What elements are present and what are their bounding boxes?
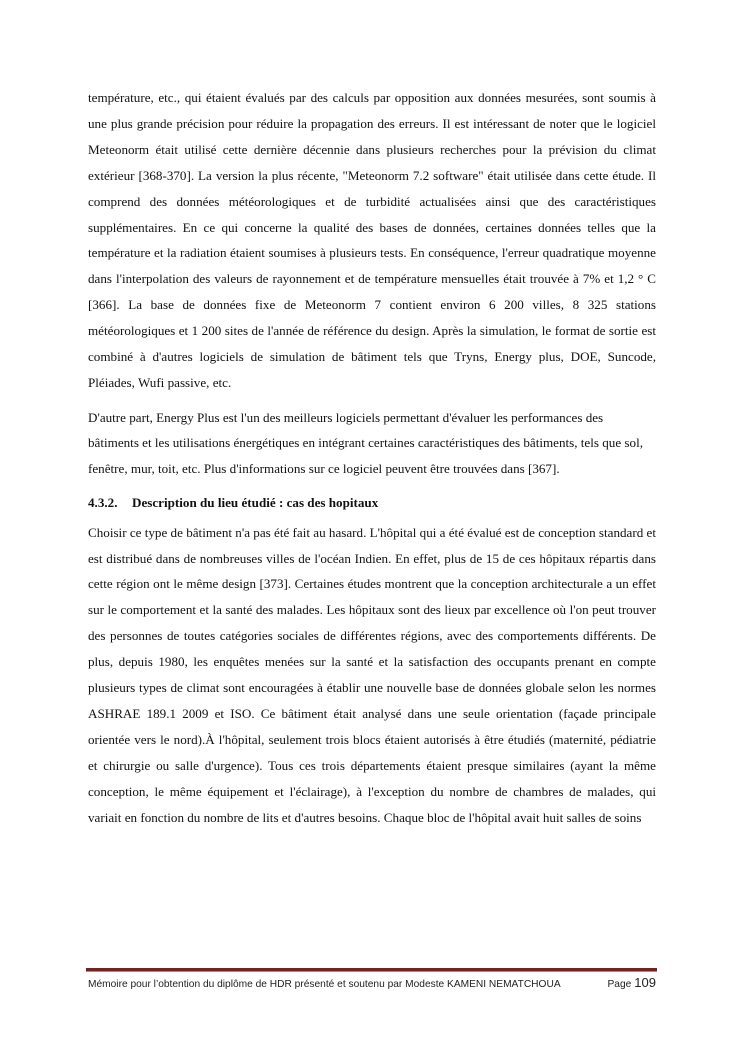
- paragraph-energy-plus: D'autre part, Energy Plus est l'un des meilleurs logiciels permettant d'évaluer les performances des bâtiments et les utilisations énergétiques en intégrant certaines caractéristiques des bâtiments, tels que sol, fenêtre, mur, toit, etc. Plus d'informations sur ce logiciel peuvent être trouvées dans [367].: [88, 409, 643, 477]
- footer-rule: [86, 968, 657, 972]
- page-label: Page: [607, 979, 632, 990]
- section-title: Description du lieu étudié : cas des hopitaux: [132, 494, 379, 510]
- footer-text: Mémoire pour l’obtention du diplôme de HDR présenté et soutenu par Modeste KAMENI NEMATCHOUA: [88, 979, 561, 990]
- paragraph-meteonorm: température, etc., qui étaient évalués par des calculs par opposition aux données mesurées, sont soumis à une plus grande précision pour réduire la propagation des erreurs. Il est intéressant de noter que le logiciel Meteonorm était utilisé cette dernière décennie dans plusieurs recherches pour la prévision du climat extérieur [368-370]. La version la plus récente, "Meteonorm 7.2 software" était utilisée dans cette étude. Il comprend des données météorologiques et de turbidité actualisées ainsi que des caractéristiques supplémentaires. En ce qui concerne la qualité des bases de données, certaines données telles que la température et la radiation étaient soumises à plusieurs tests. En conséquence, l'erreur quadratique moyenne dans l'interpolation des valeurs de rayonnement et de température mensuelles était trouvée à 7% et 1,2 ° C [366]. La base de données fixe de Meteonorm 7 contient environ 6 200 villes, 8 325 stations météorologiques et 1 200 sites de l'année de référence du design. Après la simulation, le format de sortie est combiné à d'autres logiciels de simulation de bâtiment tels que Tryns, Energy plus, DOE, Suncode, Pléiades, Wufi passive, etc.: [88, 90, 656, 390]
- page-body: [88, 85, 656, 831]
- section-heading: [88, 490, 656, 516]
- page-indicator: [608, 975, 657, 990]
- section-number: 4.3.2.: [88, 494, 118, 510]
- page-footer: [88, 975, 656, 990]
- page-number: 109: [634, 975, 656, 990]
- paragraph-hospital: Choisir ce type de bâtiment n'a pas été fait au hasard. L'hôpital qui a été évalué est de conception standard et est distribué dans de nombreuses villes de l'océan Indien. En effet, plus de 15 de ces hôpitaux répartis dans cette région ont le même design [373]. Certaines études montrent que la conception architecturale a un effet sur le comportement et la santé des malades. Les hôpitaux sont des lieux par excellence où l'on peut trouver des personnes de toutes catégories sociales de différentes régions, avec des comportements différents. De plus, depuis 1980, les enquêtes menées sur la santé et la satisfaction des occupants prenant en compte plusieurs types de climat sont encouragées à établir une nouvelle base de données globale selon les normes ASHRAE 189.1 2009 et ISO. Ce bâtiment était analysé dans une seule orientation (façade principale orientée vers le nord).À l'hôpital, seulement trois blocs étaient autorisés à être étudiés (maternité, pédiatrie et chirurgie ou salle d'urgence). Tous ces trois départements étaient presque similaires (ayant la même conception, le même équipement et l'éclairage), à l'exception du nombre de chambres de malades, qui variait en fonction du nombre de lits et d'autres besoins. Chaque bloc de l'hôpital avait huit salles de soins: [88, 524, 656, 825]
